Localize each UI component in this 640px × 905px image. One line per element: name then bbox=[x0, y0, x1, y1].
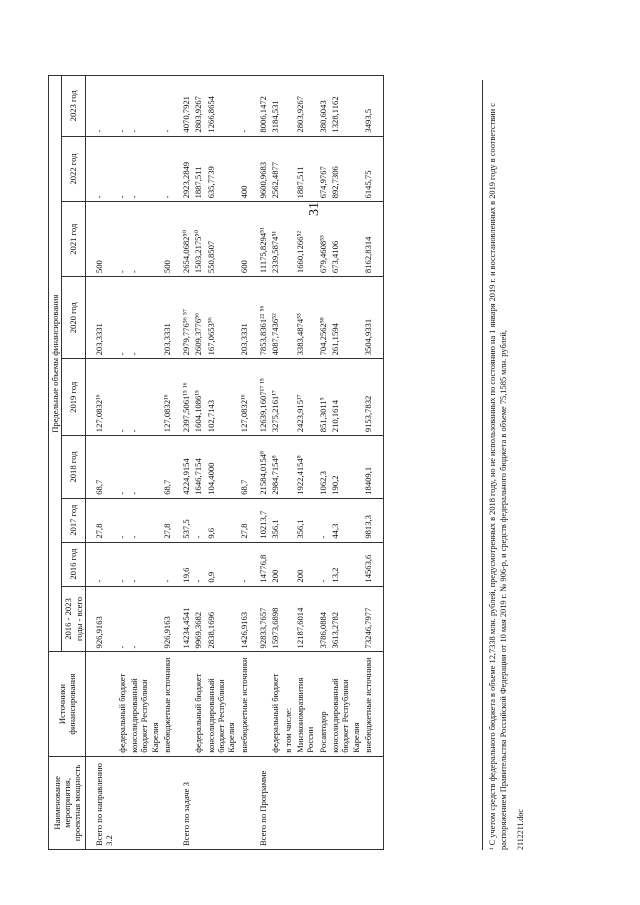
row-source: внебюджетные источники bbox=[238, 652, 250, 756]
document-filename: 2112211.doc bbox=[516, 809, 525, 850]
row-value: 1604,1086¹⁵ bbox=[192, 359, 204, 436]
row-source: Росавтодор bbox=[317, 652, 329, 756]
row-value: - bbox=[128, 586, 161, 652]
row-value: 68,7 bbox=[161, 436, 173, 499]
row-value: 27,8 bbox=[238, 498, 250, 542]
header-name: Наименование мероприятия, проектная мощность bbox=[49, 756, 86, 849]
row-value: 4224,9154 bbox=[173, 436, 192, 499]
row-value: 600 bbox=[238, 202, 250, 277]
row-value bbox=[282, 542, 294, 586]
row-value: 2423,915¹⁷ bbox=[294, 359, 317, 436]
row-value: 13,2 bbox=[329, 542, 362, 586]
row-value: 104,4000 bbox=[205, 436, 238, 499]
row-value: 2984,7154⁸ bbox=[269, 436, 281, 499]
row-value: 102,7143 bbox=[205, 359, 238, 436]
rotated-page-content bbox=[4, 75, 528, 870]
row-value: 12187,6014 bbox=[294, 586, 317, 652]
row-value: 2397,5061¹⁵ ¹⁶ bbox=[173, 359, 192, 436]
table-row bbox=[192, 76, 204, 850]
row-value: 1266,8654 bbox=[205, 76, 238, 137]
row-value: 261,1594 bbox=[329, 277, 362, 359]
row-value: - bbox=[161, 542, 173, 586]
row-value: 12639,1607¹⁷ ¹⁵ bbox=[250, 359, 269, 436]
table-body bbox=[85, 76, 383, 850]
table-row bbox=[116, 76, 128, 850]
row-value: 9153,7832 bbox=[362, 359, 384, 436]
row-value bbox=[282, 436, 294, 499]
row-name bbox=[205, 756, 238, 849]
header-year: 2017 год bbox=[62, 498, 86, 542]
row-value: 673,4106 bbox=[329, 202, 362, 277]
table-row bbox=[269, 76, 281, 850]
row-value: 674,9767 bbox=[317, 136, 329, 202]
row-value: 7853,8361²² ⁵⁶ bbox=[250, 277, 269, 359]
row-source bbox=[173, 652, 192, 756]
row-name bbox=[329, 756, 362, 849]
row-value: 127,0832¹⁶ bbox=[238, 359, 250, 436]
row-value: - bbox=[161, 136, 173, 202]
table-row bbox=[317, 76, 329, 850]
row-value: 15973,6898 bbox=[269, 586, 281, 652]
row-value: 4087,7436⁵² bbox=[269, 277, 281, 359]
header-year: 2021 год bbox=[62, 202, 86, 277]
row-value: 537,5 bbox=[173, 498, 192, 542]
row-value: - bbox=[116, 76, 128, 137]
header-year: 2016 год bbox=[62, 542, 86, 586]
header-year: 2019 год bbox=[62, 359, 86, 436]
row-value: - bbox=[116, 542, 128, 586]
row-value: 27,8 bbox=[161, 498, 173, 542]
row-value bbox=[282, 277, 294, 359]
header-year: 2020 год bbox=[62, 277, 86, 359]
row-value: 3504,9331 bbox=[362, 277, 384, 359]
table-row bbox=[362, 76, 384, 850]
row-value: - bbox=[116, 136, 128, 202]
row-name: Всего по Программе bbox=[250, 756, 269, 849]
row-value: 2923,2849 bbox=[173, 136, 192, 202]
row-value: 6145,75 bbox=[362, 136, 384, 202]
row-value: 203,3331 bbox=[85, 277, 115, 359]
page-number: 31 bbox=[307, 202, 322, 216]
table-row bbox=[173, 76, 192, 850]
row-name: Всего по направлению 3.2 bbox=[85, 756, 115, 849]
row-value: 44,3 bbox=[329, 498, 362, 542]
row-value: 2803,9267 bbox=[192, 76, 204, 137]
row-name bbox=[317, 756, 329, 849]
row-value: 19,6 bbox=[173, 542, 192, 586]
row-value: 3184,531 bbox=[269, 76, 281, 137]
row-value: 9813,3 bbox=[362, 498, 384, 542]
row-value: - bbox=[192, 498, 204, 542]
row-value: 500 bbox=[161, 202, 173, 277]
row-source: Минэкономразвития России bbox=[294, 652, 317, 756]
row-value: 21584,0154⁸ bbox=[250, 436, 269, 499]
row-value: - bbox=[85, 136, 115, 202]
row-value: - bbox=[238, 76, 250, 137]
row-value: 14234,4541 bbox=[173, 586, 192, 652]
row-value: - bbox=[128, 202, 161, 277]
table-row bbox=[205, 76, 238, 850]
header-limits: Предельные объемы финансирования bbox=[49, 76, 62, 652]
row-value: 400 bbox=[238, 136, 250, 202]
row-value: 500 bbox=[85, 202, 115, 277]
row-value: 8006,1472 bbox=[250, 76, 269, 137]
row-name: Всего по задаче 3 bbox=[173, 756, 192, 849]
row-value: - bbox=[116, 277, 128, 359]
row-value: 1660,1266⁵² bbox=[294, 202, 317, 277]
row-value: - bbox=[128, 498, 161, 542]
row-name bbox=[128, 756, 161, 849]
row-value: 1328,1162 bbox=[329, 76, 362, 137]
table-row bbox=[85, 76, 115, 850]
row-value: 200 bbox=[294, 542, 317, 586]
row-name bbox=[238, 756, 250, 849]
table-row bbox=[294, 76, 317, 850]
row-name bbox=[362, 756, 384, 849]
row-value: 190,2 bbox=[329, 436, 362, 499]
header-year: 2023 год bbox=[62, 76, 86, 137]
row-value: - bbox=[128, 542, 161, 586]
row-value: - bbox=[192, 542, 204, 586]
row-value: - bbox=[128, 359, 161, 436]
row-value: 550,8507 bbox=[205, 202, 238, 277]
row-source: федеральный бюджет bbox=[192, 652, 204, 756]
row-value: 2838,1696 bbox=[205, 586, 238, 652]
header-year: 2018 год bbox=[62, 436, 86, 499]
header-year: 2022 год bbox=[62, 136, 86, 202]
row-value: - bbox=[128, 76, 161, 137]
row-name bbox=[161, 756, 173, 849]
row-source: консолидированный бюджет Республики Карелия bbox=[205, 652, 238, 756]
table-row bbox=[238, 76, 250, 850]
row-value: - bbox=[85, 76, 115, 137]
row-source bbox=[85, 652, 115, 756]
row-value: 210,1614 bbox=[329, 359, 362, 436]
row-value: 68,7 bbox=[85, 436, 115, 499]
row-value bbox=[282, 586, 294, 652]
row-value: 11175,8294⁵¹ bbox=[250, 202, 269, 277]
row-value: - bbox=[128, 436, 161, 499]
row-value: 1887,511 bbox=[294, 136, 317, 202]
row-value: - bbox=[116, 359, 128, 436]
row-name bbox=[269, 756, 281, 849]
row-value: 2562,4877 bbox=[269, 136, 281, 202]
row-value: 356,1 bbox=[269, 498, 281, 542]
row-source: федеральный бюджет bbox=[116, 652, 128, 756]
row-value: - bbox=[116, 498, 128, 542]
row-value: - bbox=[238, 542, 250, 586]
footnote: ¹ С учетом средств федерального бюджета в объеме 12,7338 млн. рублей, предусмотренных в 2018 году, но не использованных по состоянию на 1 января 2019 г. и восстановленных в 2019 году в соответствии с распоряжением Правительства Российской Федерации от 10 мая 2019 г. № 906-р, и средств федерального бюджета в объеме 75,1585 млн. рублей, bbox=[482, 80, 509, 850]
row-value: 10213,7 bbox=[250, 498, 269, 542]
row-value: 2609,3776⁵⁶ bbox=[192, 277, 204, 359]
row-value: 3275,2161¹⁷ bbox=[269, 359, 281, 436]
row-value: 635,7739 bbox=[205, 136, 238, 202]
row-value: 1922,4154⁸ bbox=[294, 436, 317, 499]
row-value: 2979,776⁵⁶ ⁵⁷ bbox=[173, 277, 192, 359]
row-value: 9,6 bbox=[205, 498, 238, 542]
row-value: - bbox=[161, 76, 173, 137]
row-name bbox=[116, 756, 128, 849]
row-value: 380,6043 bbox=[317, 76, 329, 137]
row-value bbox=[282, 498, 294, 542]
row-value: 9969,3682 bbox=[192, 586, 204, 652]
row-value: 27,8 bbox=[85, 498, 115, 542]
row-value: 926,9163 bbox=[85, 586, 115, 652]
row-value: 926,9163 bbox=[161, 586, 173, 652]
table-row bbox=[161, 76, 173, 850]
row-value: 679,4608⁵³ bbox=[317, 202, 329, 277]
row-value: 203,3331 bbox=[238, 277, 250, 359]
financing-table bbox=[48, 75, 384, 850]
row-value: - bbox=[128, 277, 161, 359]
row-value: 3786,0884 bbox=[317, 586, 329, 652]
row-value: 167,0653⁵⁶ bbox=[205, 277, 238, 359]
row-value: 14776,8 bbox=[250, 542, 269, 586]
row-value bbox=[282, 202, 294, 277]
row-value: 851,3011⁵ bbox=[317, 359, 329, 436]
row-value: 0,9 bbox=[205, 542, 238, 586]
row-value: 127,0832¹⁶ bbox=[85, 359, 115, 436]
row-value: 3383,4874⁵³ bbox=[294, 277, 317, 359]
table-row bbox=[250, 76, 269, 850]
row-value: - bbox=[317, 542, 329, 586]
row-source: консолидированный бюджет Республики Карелия bbox=[329, 652, 362, 756]
header-source: Источники финансирования bbox=[49, 652, 86, 756]
row-value: 127,0832¹⁶ bbox=[161, 359, 173, 436]
row-value: 2654,0682⁵⁰ bbox=[173, 202, 192, 277]
row-value: 9600,9683 bbox=[250, 136, 269, 202]
table-row bbox=[128, 76, 161, 850]
row-value: 8162,8314 bbox=[362, 202, 384, 277]
row-value: 892,7306 bbox=[329, 136, 362, 202]
row-source: внебюджетные источники bbox=[161, 652, 173, 756]
header-total: 2016 - 2023 годы - всего bbox=[62, 586, 86, 652]
row-value: 203,3331 bbox=[161, 277, 173, 359]
row-value: 4070,7921 bbox=[173, 76, 192, 137]
row-value: 704,2562⁵⁸ bbox=[317, 277, 329, 359]
row-source: консолидированный бюджет Республики Карелия bbox=[128, 652, 161, 756]
row-source: федеральный бюджет bbox=[269, 652, 281, 756]
row-value bbox=[282, 359, 294, 436]
row-value: 68,7 bbox=[238, 436, 250, 499]
row-value: 1887,511 bbox=[192, 136, 204, 202]
row-source bbox=[250, 652, 269, 756]
row-value: - bbox=[128, 136, 161, 202]
row-value: - bbox=[116, 586, 128, 652]
row-value: 200 bbox=[269, 542, 281, 586]
row-value: 2803,9267 bbox=[294, 76, 317, 137]
row-value: 356,1 bbox=[294, 498, 317, 542]
row-value: 1646,7154 bbox=[192, 436, 204, 499]
row-value: 73246,7977 bbox=[362, 586, 384, 652]
row-value: 3613,2782 bbox=[329, 586, 362, 652]
row-value: - bbox=[116, 436, 128, 499]
row-value: 3493,5 bbox=[362, 76, 384, 137]
row-name bbox=[282, 756, 294, 849]
row-value: 18409,1 bbox=[362, 436, 384, 499]
row-value: - bbox=[85, 542, 115, 586]
row-source: в том числе: bbox=[282, 652, 294, 756]
row-value bbox=[282, 136, 294, 202]
row-value bbox=[282, 76, 294, 137]
row-value: 1426,9163 bbox=[238, 586, 250, 652]
row-value: 1503,2175⁵⁰ bbox=[192, 202, 204, 277]
row-value: 2339,5874⁵¹ bbox=[269, 202, 281, 277]
table-row bbox=[329, 76, 362, 850]
row-value: 92833,7657 bbox=[250, 586, 269, 652]
row-value: 1062,3 bbox=[317, 436, 329, 499]
row-name bbox=[294, 756, 317, 849]
row-name bbox=[192, 756, 204, 849]
row-value: - bbox=[116, 202, 128, 277]
row-source: внебюджетные источники bbox=[362, 652, 384, 756]
row-value: - bbox=[317, 498, 329, 542]
row-value: 14563,6 bbox=[362, 542, 384, 586]
table-row bbox=[282, 76, 294, 850]
